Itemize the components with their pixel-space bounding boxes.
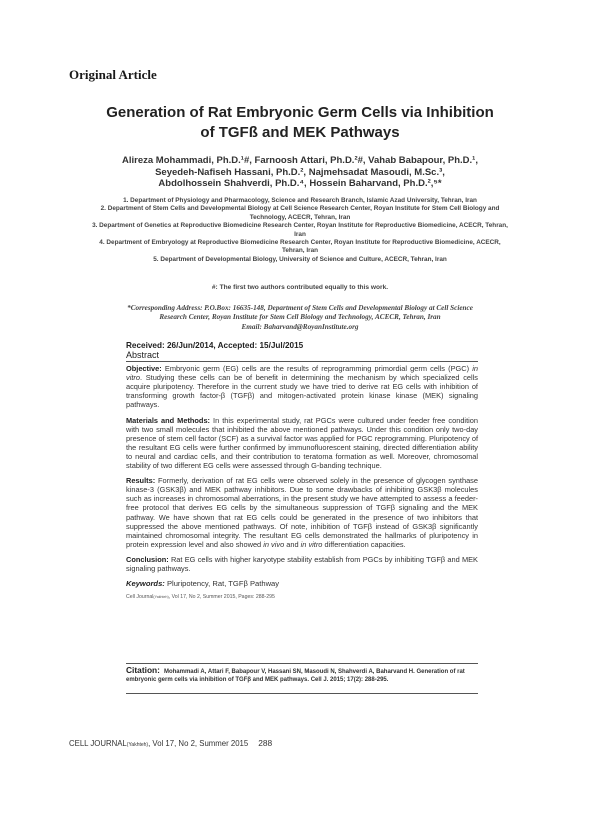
page-footer — [69, 738, 272, 748]
keywords-text: Pluripotency, Rat, TGFβ Pathway — [164, 579, 280, 589]
citation-label: Citation: — [126, 665, 160, 675]
keywords-label: Keywords: — [126, 579, 165, 589]
results-italic-in-vitro: in vitro — [300, 539, 323, 549]
abstract-heading: Abstract — [126, 350, 160, 361]
article-type-label: Original Article — [69, 67, 157, 82]
results-and: and — [284, 539, 301, 549]
keywords-line — [126, 579, 478, 588]
page-number: 288 — [258, 738, 273, 748]
author-list — [80, 155, 520, 190]
journal-name-small: (Yakhteh) — [153, 595, 169, 600]
abstract-block — [126, 341, 478, 602]
affiliation-2: 2. Department of Stem Cells and Developmental Biology at Cell Science Research Center, Royan Institute for Stem Cell Biology and Technology, ACECR, Tehran, Iran — [100, 205, 500, 221]
affiliation-3: 3. Department of Genetics at Reproductive Biomedicine Research Center, Royan Institute for Reproductive Biomedicine, ACECR, Tehran, Iran — [92, 222, 508, 238]
objective-text: Embryonic germ (EG) cells are the results of reprogramming primordial germ cells (PGC) — [161, 364, 473, 374]
corresponding-address — [84, 304, 516, 332]
corresponding-line-1: *Corresponding Address: P.O.Box: 16635-148, Department of Stem Cells and Developmental Biology at Cell Science — [127, 304, 473, 312]
results-paragraph — [126, 476, 478, 549]
conclusion-text: Rat EG cells with higher karyotype stability establish from PGCs by inhibiting TGFβ and MEK signaling pathways. — [126, 554, 478, 573]
authors-line-2: Seyedeh-Nafiseh Hassani, Ph.D.², Najmehsadat Masoudi, M.Sc.³, — [155, 166, 445, 178]
results-text-2: differentiation capacities. — [322, 539, 406, 549]
affiliation-1: 1. Department of Physiology and Pharmacology, Science and Research Branch, Islamic Azad University, Tehran, Iran — [123, 197, 477, 204]
authors-line-3: Abdolhossein Shahverdi, Ph.D.⁴, Hossein Baharvand, Ph.D.²,⁵* — [158, 178, 442, 189]
abstract-divider — [126, 361, 478, 362]
affiliation-4: 4. Department of Embryology at Reproductive Biomedicine Research Center, Royan Institute for Reproductive Biomedicine, ACECR, Tehran, Iran — [99, 239, 501, 255]
corresponding-email[interactable]: Email: Baharvand@RoyanInstitute.org — [241, 322, 359, 331]
journal-reference-line — [126, 593, 478, 602]
methods-paragraph — [126, 416, 478, 471]
footer-journal-small: (Yakhteh) — [126, 742, 149, 748]
conclusion-label: Conclusion: — [126, 554, 169, 564]
methods-text: In this experimental study, rat PGCs were cultured under feeder free condition with two small molecules that inhibited the above mentioned pathways. Under this condition only two-day presence of stem cell factor (SCF) as a survival factor was applied for PGC reprogramming. Pluripotency of the resultant EG cells were further confirmed by immunofluorescent staining, directed differentiation ability to neural and cardiac cells, and their contribution to teratoma formation as well. Moreover, chromosomal stability of two different EG cells were assessed through G-banding technique. — [126, 415, 478, 471]
footer-details: , Vol 17, No 2, Summer 2015 — [148, 739, 249, 748]
authors-line-1: Alireza Mohammadi, Ph.D.¹#, Farnoosh Attari, Ph.D.²#, Vahab Babapour, Ph.D.¹, — [122, 155, 478, 166]
footer-journal: CELL JOURNAL — [69, 739, 127, 748]
conclusion-paragraph — [126, 555, 478, 573]
equal-contribution-note: #: The first two authors contributed equally to this work. — [211, 284, 389, 291]
results-text: Formerly, derivation of rat EG cells were observed solely in the presence of glycogen synthase kinase-3 (GSK3β) and MEK pathway inhibitors. Due to some drawbacks of inhibiting GSK3β molecules such as increases in chromosomal aberrations, in the present study we have attempted to assess a feeder-free protocol that derives EG cells by the simultaneous suppression of TGFβ signaling and the MEK pathway. We have shown that rat EG cells could be generated in the presence of two inhibitors that suppressed the above mentioned pathways. Of note, inhibition of TGFβ instead of GSK3β significantly maintained chromosomal integrity. The resultant EG cells demonstrated the hallmarks of pluripotency in protein expression level and also showed — [126, 476, 478, 549]
affiliation-5: 5. Department of Developmental Biology, University of Science and Culture, ACECR, Tehran, Iran — [153, 255, 447, 263]
title-line-1: Generation of Rat Embryonic Germ Cells via Inhibition — [106, 104, 494, 121]
title-line-2: of TGFß and MEK Pathways — [200, 124, 400, 141]
journal-name: Cell Journal — [126, 594, 154, 601]
corresponding-line-2: Research Center, Royan Institute for Stem Cell Biology and Technology, ACECR, Tehran, Iran — [159, 313, 441, 322]
objective-label: Objective: — [126, 364, 162, 374]
results-label: Results: — [126, 476, 156, 486]
affiliations — [88, 197, 512, 264]
article-title — [60, 103, 540, 143]
citation-box — [126, 663, 478, 694]
objective-text-2: . Studying these cells can be of benefit in determining the mechanism by which specialized cells acquire pluripotency. Therefore in the current study we have tried to derive rat EG cells with inhibition of transforming growth factor-β (TGFβ) and mitogen-activated protein kinase kinase (MEK) signaling pathways. — [126, 373, 478, 410]
journal-details: , Vol 17, No 2, Summer 2015, Pages: 288-295 — [168, 594, 275, 601]
results-italic-in-vivo: in vivo — [263, 539, 285, 549]
objective-italic: in vitro — [126, 364, 478, 383]
citation-text: Mohammadi A, Attari F, Babapour V, Hassani SN, Masoudi N, Shahverdi A, Baharvand H. Generation of rat embryonic germ cells via inhibition of TGFβ and MEK pathways. Cell J. 2015; 17(2): 288-295. — [126, 669, 465, 683]
methods-label: Materials and Methods: — [126, 415, 211, 425]
objective-paragraph — [126, 364, 478, 409]
received-accepted-dates: Received: 26/Jun/2014, Accepted: 15/Jul/2015 — [126, 341, 304, 350]
